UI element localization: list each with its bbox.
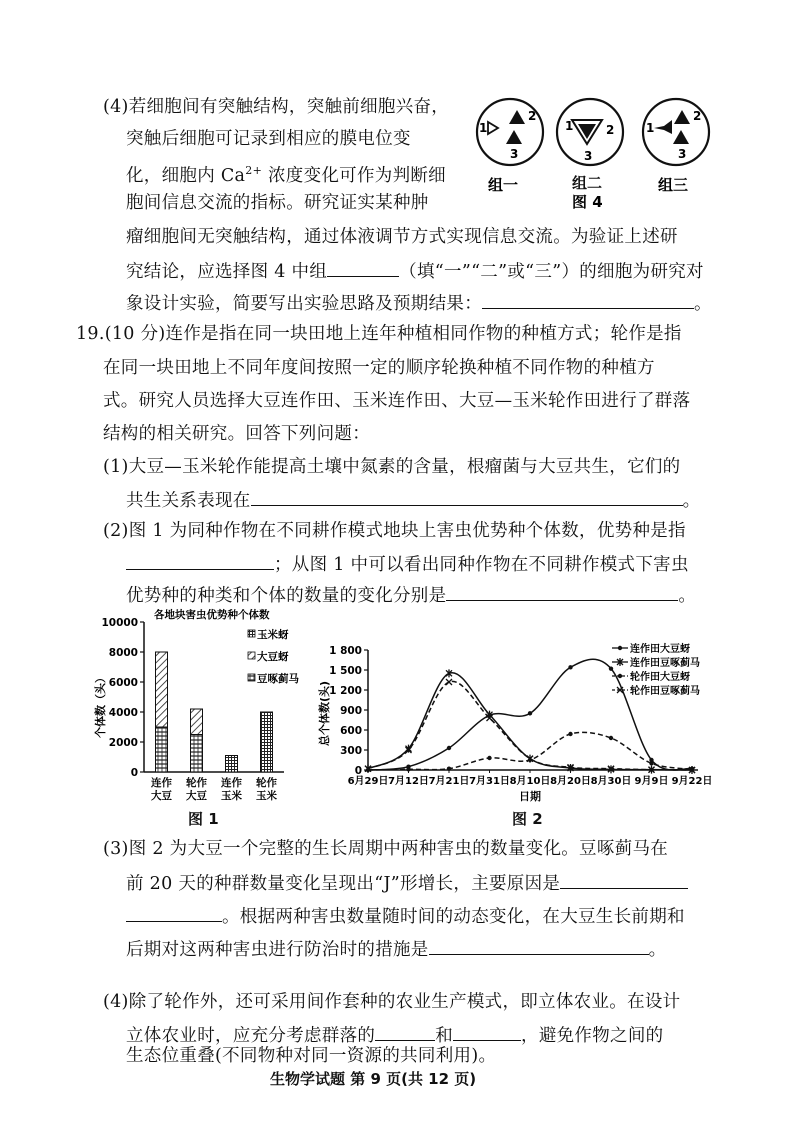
answer-blank-reason-cont[interactable]	[126, 903, 222, 922]
figure4-group2	[557, 99, 623, 211]
q19-p4-line2-c: ，避免作物之间的	[521, 1026, 664, 1046]
answer-blank-symbiosis[interactable]	[251, 487, 683, 506]
q19-p2-line2-text: ；从图 1 中可以看出同种作物在不同耕作模式下害虫	[274, 555, 689, 575]
cell1-number: 1	[565, 119, 574, 133]
chart2-x-tick-label: 9月9日	[634, 776, 669, 787]
q19-line2: 在同一块田地上不同年度间按照一定的顺序轮换种植不同作物的种植方	[103, 358, 655, 378]
q18-4-line1: (4)若细胞间有突触结构，突触前细胞兴奋，	[103, 97, 450, 117]
cell1-triangle	[488, 122, 498, 134]
q19-p3-line3	[126, 903, 685, 929]
chart1-category-label: 玉米	[256, 790, 277, 802]
q19-p4-line1: (4)除了轮作外，还可采用间作套种的农业生产模式，即立体农业。在设计	[103, 992, 681, 1012]
chart2-y-tick-label: 600	[340, 725, 362, 737]
figure2-line-chart	[316, 628, 716, 808]
cell2-triangle	[674, 110, 690, 124]
chart2-y-tick-label: 0	[354, 765, 362, 777]
answer-blank-measures[interactable]	[429, 936, 649, 955]
cell-fused-shape	[654, 120, 672, 134]
chart1-legend-label: 大豆蚜	[257, 651, 289, 663]
q19-p1-line1: (1)大豆—玉米轮作能提高土壤中氮素的含量，根瘤菌与大豆共生，它们的	[103, 457, 681, 477]
chart1-category-label: 大豆	[151, 790, 172, 802]
chart2-xlabel: 日期	[519, 790, 541, 803]
chart2-point	[487, 756, 491, 760]
chart2-x-tick-label: 6月29日	[347, 776, 389, 787]
chart1-y-tick-label: 2000	[108, 737, 138, 749]
cell-inner-triangle	[578, 124, 596, 139]
q18-4-line7-text: 象设计实验，简要写出实验思路及预期结果：	[126, 294, 482, 314]
chart1-category-label: 轮作	[256, 777, 277, 789]
chart1-title: 各地块害虫优势种个体数	[154, 609, 270, 621]
cell3-number: 3	[584, 149, 593, 163]
answer-blank-group[interactable]	[327, 258, 399, 277]
q18-4-line5: 瘤细胞间无突触结构，通过体液调节方式实现信息交流。为验证上述研	[126, 227, 678, 247]
q18-4-line4: 胞间信息交流的指标。研究证实某种肿	[126, 193, 429, 213]
q19-p3-end: 。	[648, 940, 667, 960]
q19-p1-line2-text: 共生关系表现在	[126, 491, 251, 511]
q19-p3-line1: (3)图 2 为大豆一个完整的生长周期中两种害虫的数量变化。豆啄蓟马在	[103, 839, 669, 859]
chart2-x-tick-label: 8月10日	[509, 776, 551, 787]
chart2-point	[618, 646, 622, 650]
q19-p1-line2	[126, 487, 700, 513]
chart2-point	[447, 766, 451, 770]
chart1-bar-segment	[226, 756, 238, 773]
answer-blank-reason[interactable]	[560, 870, 688, 889]
answer-blank-structure1[interactable]	[375, 1022, 435, 1041]
q18-4-line2: 突触后细胞可记录到相应的膜电位变	[126, 129, 411, 149]
cell1-number: 1	[479, 121, 488, 135]
chart1-y-tick-label: 0	[130, 767, 138, 779]
chart2-point	[609, 666, 613, 670]
chart2-x-tick-label: 8月30日	[590, 776, 632, 787]
answer-blank-change[interactable]	[446, 582, 678, 601]
q18-4-line6-a: 究结论，应选择图 4 中组	[126, 262, 328, 282]
group3-label: 组三	[658, 176, 689, 194]
chart2-x-tick-label: 8月20日	[550, 776, 591, 787]
chart1-category-label: 轮作	[186, 777, 207, 789]
figure1-caption: 图 1	[188, 810, 219, 828]
chart2-y-tick-label: 1 500	[329, 665, 362, 677]
group1-label: 组一	[488, 176, 519, 194]
answer-blank-structure2[interactable]	[453, 1022, 521, 1041]
chart1-category-label: 大豆	[186, 790, 207, 802]
chart1-y-tick-label: 6000	[108, 677, 138, 689]
chart1-y-tick-label: 10000	[101, 617, 138, 629]
q19-line3: 式。研究人员选择大豆连作田、玉米连作田、大豆—玉米轮作田进行了群落	[103, 391, 691, 411]
q19-p4-line3: 生态位重叠(不同物种对同一资源的共同利用)。	[126, 1046, 497, 1066]
cell3-triangle	[506, 130, 522, 144]
group2-label-text: 组二	[572, 174, 603, 192]
chart2-legend-label: 连作田豆啄蓟马	[630, 658, 700, 669]
chart2-legend	[612, 642, 700, 697]
chart1-bar-segment	[156, 652, 168, 727]
q19-p3-line4	[126, 936, 666, 962]
chart2-y-tick-label: 1 800	[329, 645, 362, 657]
page-footer: 生物学试题 第 9 页(共 12 页)	[270, 1070, 477, 1088]
q19-p3-line2	[126, 870, 688, 896]
cell3-number: 3	[510, 147, 519, 161]
cell1-number: 1	[646, 121, 655, 135]
q18-4-line3-b: 浓度变化可作为判断细	[262, 165, 446, 186]
q18-4-line3-sup: 2+	[245, 164, 263, 177]
q19-p3-line3-text: 。根据两种害虫数量随时间的动态变化，在大豆生长前期和	[222, 907, 685, 927]
chart2-point	[568, 732, 572, 736]
q19-p2-line1: (2)图 1 为同种作物在不同耕作模式地块上害虫优势种个体数，优势种是指	[103, 521, 686, 541]
chart1-category-label: 玉米	[221, 790, 242, 802]
figure4	[468, 92, 730, 214]
q19-p2-line2	[126, 551, 689, 577]
chart2-y-tick-label: 300	[340, 745, 362, 757]
answer-blank-dominant[interactable]	[126, 551, 274, 570]
chart1-y-tick-label: 4000	[108, 707, 138, 719]
q19-line1: 19.(10 分)连作是指在同一块田地上连年种植相同作物的种植方式；轮作是指	[76, 324, 682, 344]
chart2-x-tick-label: 7月31日	[469, 776, 510, 787]
cell2-number: 2	[693, 109, 702, 123]
chart2-point	[406, 767, 410, 771]
chart1-legend-swatch	[248, 630, 255, 637]
cell3-number: 3	[678, 147, 687, 161]
figure4-caption: 图 4	[572, 193, 603, 211]
chart2-x-tick-label: 7月12日	[388, 776, 429, 787]
chart1-bar-segment	[191, 735, 203, 773]
chart2-ylabel: 总个体数(头)	[318, 680, 331, 746]
cell2-number: 2	[528, 109, 537, 123]
chart2-y-tick-label: 1 200	[329, 685, 362, 697]
chart2-point	[609, 736, 613, 740]
q18-4-line7-end: 。	[694, 294, 712, 314]
chart2-x-tick-label: 9月22日	[671, 776, 713, 787]
figure1-bar-chart	[92, 606, 310, 806]
chart1-legend-swatch	[248, 652, 255, 659]
chart2-legend-label: 轮作田大豆蚜	[630, 672, 690, 683]
chart1-category-label: 连作	[151, 777, 172, 789]
chart1-y-tick-label: 8000	[108, 647, 138, 659]
q19-p3-line2-text: 前 20 天的种群数量变化呈现出“J”形增长，主要原因是	[126, 874, 561, 894]
q19-line4: 结构的相关研究。回答下列问题：	[103, 424, 370, 444]
q19-p4-line2-b: 和	[435, 1026, 454, 1046]
figure4-group3	[643, 99, 709, 194]
chart2-point	[446, 679, 452, 685]
q19-p1-end: 。	[682, 491, 701, 511]
cell3-triangle	[673, 130, 689, 144]
chart2-legend-label: 连作田大豆蚜	[630, 644, 690, 655]
q19-p2-line3	[126, 582, 696, 608]
cell2-triangle	[509, 110, 525, 124]
chart1-legend-label: 豆啄蓟马	[257, 673, 299, 685]
q18-4-line3	[126, 159, 446, 188]
chart1-bar-segment	[261, 712, 273, 772]
q18-4-line6	[126, 258, 704, 284]
q19-p3-line4-text: 后期对这两种害虫进行防治时的措施是	[126, 940, 429, 960]
chart2-y-tick-label: 900	[340, 705, 362, 717]
answer-blank-experiment[interactable]	[482, 290, 694, 309]
q18-4-line6-b: （填“一”“二”或“三”）的细胞为研究对	[399, 262, 704, 282]
chart2-point	[649, 761, 653, 765]
q18-4-line7	[126, 290, 712, 316]
q19-p2-line3-text: 优势种的种类和个体的数量的变化分别是	[126, 586, 447, 606]
chart1-legend-label: 玉米蚜	[257, 629, 289, 641]
chart2-point	[528, 711, 532, 715]
figure2-caption: 图 2	[512, 810, 543, 828]
cell2-number: 2	[606, 123, 615, 137]
chart1-ylabel: 个体数（头）	[94, 672, 107, 738]
chart2-x-tick-label: 7月21日	[428, 776, 470, 787]
chart1-category-label: 连作	[221, 777, 242, 789]
figure4-group1	[477, 99, 543, 194]
chart1-legend-swatch	[248, 674, 255, 681]
chart2-point	[568, 665, 572, 669]
chart2-point	[618, 674, 622, 678]
q19-p2-end: 。	[678, 586, 697, 606]
chart2-legend-label: 轮作田豆啄蓟马	[630, 686, 700, 697]
chart2-point	[447, 746, 451, 750]
chart1-bar-segment	[191, 709, 203, 735]
q19-p4-line2-a: 立体农业时，应充分考虑群落的	[126, 1026, 376, 1046]
chart1-bars	[156, 652, 273, 772]
chart1-legend	[248, 628, 299, 685]
chart1-bar-segment	[156, 727, 168, 772]
q18-4-line3-a: 化，细胞内 Ca	[126, 165, 246, 186]
